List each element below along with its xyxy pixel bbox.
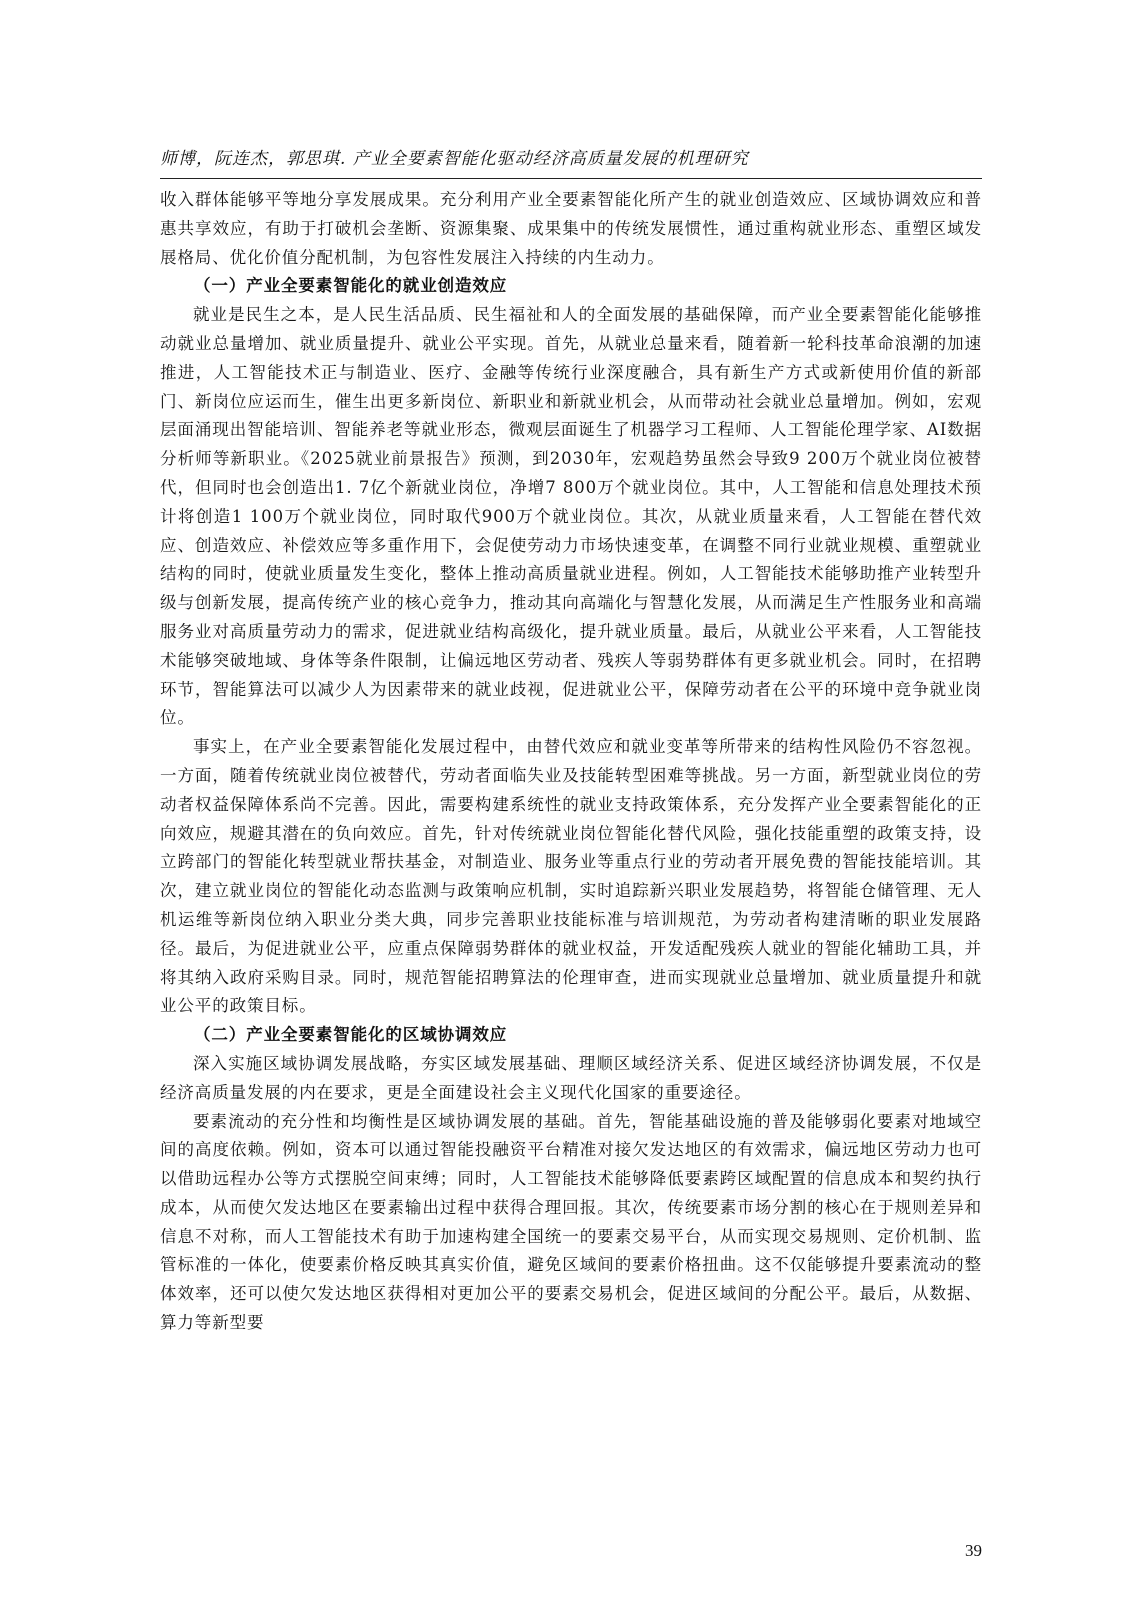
page-number: 39 [965,1541,982,1560]
running-header: 师博，阮连杰，郭思琪. 产业全要素智能化驱动经济高质量发展的机理研究 [160,149,749,169]
paragraph-regional-strategy: 深入实施区域协调发展战略，夯实区域发展基础、理顺区域经济关系、促进区域经济协调发展，不仅是经济高质量发展的内在要求，更是全面建设社会主义现代化国家的重要途径。 [160,1053,982,1102]
paragraph-intro: 收入群体能够平等地分享发展成果。充分利用产业全要素智能化所产生的就业创造效应、区域协调效应和普惠共享效应，有助于打破机会垄断、资源集聚、成果集中的传统发展惯性，通过重构就业形态、重塑区域发展格局、优化价值分配机制，为包容性发展注入持续的内生动力。 [160,190,982,267]
paragraph-employment-effect: 就业是民生之本，是人民生活品质、民生福祉和人的全面发展的基础保障，而产业全要素智能化能够推动就业总量增加、就业质量提升、就业公平实现。首先，从就业总量来看，随着新一轮科技革命浪潮的加速推进，人工智能技术正与制造业、医疗、金融等传统行业深度融合，具有新生产方式或新使用价值的新部门、新岗位应运而生，催生出更多新岗位、新职业和新就业机会，从而带动社会就业总量增加。例如，宏观层面涌现出智能培训、智能养老等就业形态，微观层面诞生了机器学习工程师、人工智能伦理学家、AI数据分析师等新职业。《2025就业前景报告》预测，到2030年，宏观趋势虽然会导致9 200万个就业岗位被替代，但同时也会创造出1. 7亿个新就业岗位，净增7 800万个就业岗位。其中，人工智能和信息处理技术预计将创造1 100万个就业岗位，同时取代900万个就业岗位。其次，从就业质量来看，人工智能在替代效应、创造效应、补偿效应等多重作用下，会促使劳动力市场快速变革，在调整不同行业就业规模、重塑就业结构的同时，使就业质量发生变化，整体上推动高质量就业进程。例如，人工智能技术能够助推产业转型升级与创新发展，提高传统产业的核心竞争力，推动其向高端化与智慧化发展，从而满足生产性服务业和高端服务业对高质量劳动力的需求，促进就业结构高级化，提升就业质量。最后，从就业公平来看，人工智能技术能够突破地域、身体等条件限制，让偏远地区劳动者、残疾人等弱势群体有更多就业机会。同时，在招聘环节，智能算法可以减少人为因素带来的就业歧视，促进就业公平，保障劳动者在公平的环境中竞争就业岗位。 [160,305,982,728]
header-divider [160,178,982,179]
section-heading-employment: （一）产业全要素智能化的就业创造效应 [194,276,508,296]
article-body [160,186,982,1526]
paragraph-factor-flow: 要素流动的充分性和均衡性是区域协调发展的基础。首先，智能基础设施的普及能够弱化要素对地域空间的高度依赖。例如，资本可以通过智能投融资平台精准对接欠发达地区的有效需求，偏远地区劳动力也可以借助远程办公等方式摆脱空间束缚；同时，人工智能技术能够降低要素跨区域配置的信息成本和契约执行成本，从而使欠发达地区在要素输出过程中获得合理回报。其次，传统要素市场分割的核心在于规则差异和信息不对称，而人工智能技术有助于加速构建全国统一的要素交易平台，从而实现交易规则、定价机制、监管标准的一体化，使要素价格反映其真实价值，避免区域间的要素价格扭曲。这不仅能够提升要素流动的整体效率，还可以使欠发达地区获得相对更加公平的要素交易机会，促进区域间的分配公平。最后，从数据、算力等新型要 [160,1111,982,1333]
paragraph-employment-policy: 事实上，在产业全要素智能化发展过程中，由替代效应和就业变革等所带来的结构性风险仍不容忽视。一方面，随着传统就业岗位被替代，劳动者面临失业及技能转型困难等挑战。另一方面，新型就业岗位的劳动者权益保障体系尚不完善。因此，需要构建系统性的就业支持政策体系，充分发挥产业全要素智能化的正向效应，规避其潜在的负向效应。首先，针对传统就业岗位智能化替代风险，强化技能重塑的政策支持，设立跨部门的智能化转型就业帮扶基金，对制造业、服务业等重点行业的劳动者开展免费的智能技能培训。其次，建立就业岗位的智能化动态监测与政策响应机制，实时追踪新兴职业发展趋势，将智能仓储管理、无人机运维等新岗位纳入职业分类大典，同步完善职业技能标准与培训规范，为劳动者构建清晰的职业发展路径。最后，为促进就业公平，应重点保障弱势群体的就业权益，开发适配残疾人就业的智能化辅助工具，并将其纳入政府采购目录。同时，规范智能招聘算法的伦理审查，进而实现就业总量增加、就业质量提升和就业公平的政策目标。 [160,737,982,1016]
section-heading-regional: （二）产业全要素智能化的区域协调效应 [194,1025,508,1045]
